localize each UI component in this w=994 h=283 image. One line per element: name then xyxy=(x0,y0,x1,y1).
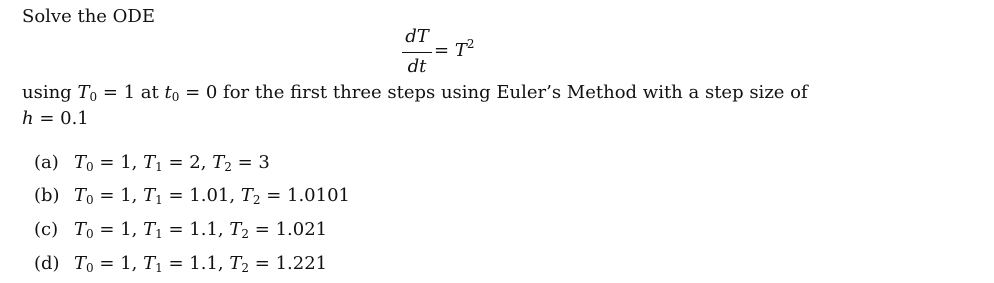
separator: , xyxy=(217,219,230,240)
t-symbol: T xyxy=(143,219,156,240)
initial-t-subscript: 0 xyxy=(171,90,180,104)
rhs-exponent: 2 xyxy=(466,37,475,51)
t-symbol: T xyxy=(74,152,87,173)
t1-value: 1.01 xyxy=(189,185,230,206)
subscript: 2 xyxy=(224,160,232,174)
equals: = xyxy=(93,219,121,240)
equation-rhs xyxy=(434,37,475,61)
question-title: Solve the ODE xyxy=(22,6,155,27)
t1-value: 2 xyxy=(189,152,201,173)
t-symbol: T xyxy=(212,152,225,173)
t2-value: 1.221 xyxy=(275,253,328,274)
subscript: 0 xyxy=(86,261,94,275)
subscript: 0 xyxy=(86,193,94,207)
subscript: 0 xyxy=(86,160,94,174)
t-symbol: T xyxy=(74,219,87,240)
separator: , xyxy=(229,185,241,206)
subscript: 1 xyxy=(155,261,163,275)
ode-equation xyxy=(402,26,512,80)
option-a[interactable] xyxy=(34,152,270,173)
initial-t-symbol: t xyxy=(164,82,172,103)
equals: = xyxy=(162,152,190,173)
subscript: 0 xyxy=(86,227,94,241)
statement-text-4: = 0.1 xyxy=(33,108,89,129)
t0-value: 1 xyxy=(120,219,132,240)
separator: , xyxy=(131,185,144,206)
t-symbol: T xyxy=(74,253,87,274)
subscript: 1 xyxy=(155,160,163,174)
statement-text-1: using xyxy=(22,82,78,103)
subscript: 2 xyxy=(252,193,261,207)
t-symbol: T xyxy=(229,219,242,240)
equals: = xyxy=(93,152,121,173)
fraction-denominator: dt xyxy=(407,56,427,77)
separator: , xyxy=(200,152,213,173)
equals: = xyxy=(162,219,190,240)
option-letter: (a) xyxy=(34,152,59,173)
t2-value: 3 xyxy=(258,152,270,173)
t1-value: 1.1 xyxy=(189,253,218,274)
t1-value: 1.1 xyxy=(189,219,218,240)
rhs-base: T xyxy=(454,40,467,61)
separator: , xyxy=(217,253,230,274)
fraction-numerator: dT xyxy=(405,26,429,47)
option-d[interactable] xyxy=(34,253,327,274)
equals: = xyxy=(260,185,287,206)
t-symbol: T xyxy=(74,185,87,206)
equals: = xyxy=(249,219,276,240)
equals: = xyxy=(93,253,121,274)
option-letter: (b) xyxy=(34,185,60,206)
statement-text-2: = 1 at xyxy=(97,82,165,103)
t-symbol: T xyxy=(240,185,253,206)
statement-text-3: = 0 for the first three steps using Euler’s Method with a step size of xyxy=(179,82,808,103)
problem-statement xyxy=(22,80,972,132)
t2-value: 1.021 xyxy=(275,219,328,240)
option-letter: (d) xyxy=(34,253,60,274)
option-b[interactable] xyxy=(34,185,350,206)
equals: = xyxy=(162,185,190,206)
equals: = xyxy=(162,253,190,274)
t-symbol: T xyxy=(229,253,242,274)
t2-value: 1.0101 xyxy=(287,185,350,206)
t-symbol: T xyxy=(143,253,156,274)
initial-T-symbol: T xyxy=(77,82,90,103)
t0-value: 1 xyxy=(120,152,132,173)
option-letter: (c) xyxy=(34,219,59,240)
t0-value: 1 xyxy=(120,185,132,206)
t-symbol: T xyxy=(143,152,156,173)
equals: = xyxy=(231,152,259,173)
separator: , xyxy=(131,219,144,240)
subscript: 2 xyxy=(241,227,250,241)
option-c[interactable] xyxy=(34,219,327,240)
equals: = xyxy=(93,185,121,206)
subscript: 1 xyxy=(155,193,163,207)
subscript: 1 xyxy=(155,227,163,241)
separator: , xyxy=(131,253,144,274)
fraction-bar xyxy=(402,52,432,53)
initial-T-subscript: 0 xyxy=(89,90,98,104)
t-symbol: T xyxy=(143,185,156,206)
t0-value: 1 xyxy=(120,253,132,274)
equals-sign: = xyxy=(434,40,450,61)
step-size-symbol: h xyxy=(22,108,34,129)
separator: , xyxy=(131,152,144,173)
equals: = xyxy=(249,253,276,274)
subscript: 2 xyxy=(241,261,250,275)
